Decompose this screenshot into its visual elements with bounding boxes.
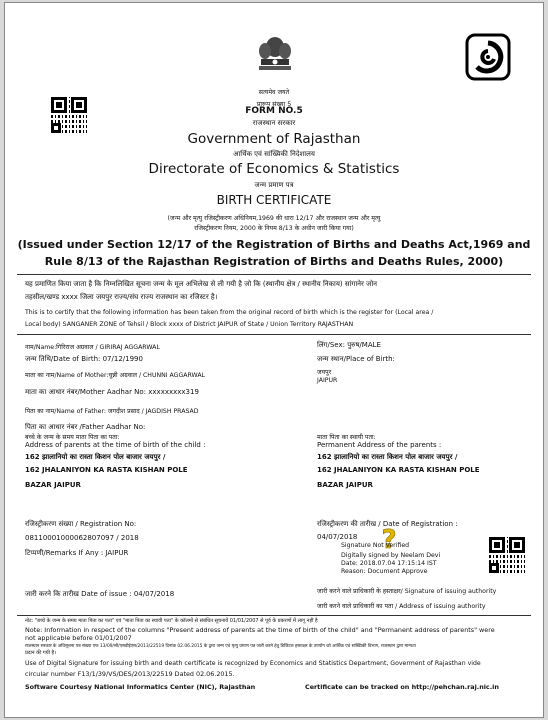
emblem-caption: सत्यमेव जयते	[258, 89, 290, 96]
divider	[17, 274, 531, 275]
act-english-line-1: (Issued under Section 12/17 of the Registration of Births and Deaths Act,1969 and	[17, 238, 531, 251]
note-english-line-2: not applicable before 01/01/2007	[25, 634, 132, 642]
registration-number: 08110001000062807097 / 2018	[25, 534, 139, 542]
act-english-line-2: Rule 8/13 of the Rajasthan Registration of Births and Deaths Rules, 2000)	[44, 255, 504, 268]
note-hindi-line-2: राजस्थान सरकार के अधिसूचना पत्र संख्या एफ 13/09/सी/एसडीईएस/2013/22519 दिनांक 02.06.2015 के द्वारा जन्म एवं मृत्यु प्रमाण पत्र जारी करने हेतु डिजिटल हस्ताक्षर के उपयोग को आर्थिक एवं सांख्यिकी विभाग, राजस्थान द्वारा मान्यता	[25, 644, 416, 649]
issuing-authority-signature-label: जारी करने वाले प्राधिकारी के हस्ताक्षर/ Signature of issuing authority	[317, 588, 497, 595]
note-hindi-line-3: प्रदान की गयी है।	[25, 650, 57, 656]
permanent-address-line-2: 162 JHALANIYON KA RASTA KISHAN POLE	[317, 466, 480, 474]
child-name: नाम/Name:गिरिराज अग्रवाल / GIRIRAJ AGGARWAL	[25, 344, 160, 351]
digital-signature-note-line-2: circular number F13/1/39/VS/DES/2013/22519 Dated 02.06.2015.	[25, 670, 235, 678]
address-at-birth-line-3: BAZAR JAIPUR	[25, 481, 81, 489]
signature-signer: Digitally signed by Neelam Devi	[341, 552, 441, 559]
father-name: पिता का नाम/Name of Father: जगदीश प्रसाद / JAGDISH PRASAD	[25, 408, 199, 415]
registration-number-label: रजिस्ट्रीकरण संख्या / Registration No:	[25, 520, 137, 528]
directorate-title: Directorate of Economics & Statistics	[148, 161, 400, 177]
address-at-birth-label-hindi: बच्चे के जन्म के समय माता पिता का पता:	[25, 434, 120, 441]
birth-certificate	[4, 2, 544, 718]
divider	[17, 615, 531, 616]
address-at-birth-label: Address of parents at the time of birth of the child :	[25, 441, 206, 449]
divider	[17, 334, 531, 335]
note-hindi-line-1: नोट: "बच्चे के जन्म के समय माता पिता का पता" एवं "माता पिता का स्थायी पता" के कॉलमों से संबंधित सूचनायें 01/01/2007 से पूर्व के प्रकरणों में लागू नहीं है	[25, 618, 318, 624]
remarks: टिप्पणी/Remarks If Any : JAIPUR	[25, 549, 129, 557]
issue-date: जारी करने कि तारीख Date of issue : 04/07/2018	[25, 590, 175, 598]
mother-aadhar: माता का आधार नंबर/Mother Aadhar No: xxxxxxxxx319	[25, 388, 199, 396]
government-title: Government of Rajasthan	[187, 131, 361, 147]
place-of-birth-label: जन्म स्थान/Place of Birth:	[317, 355, 395, 363]
signature-date: Date: 2018.07.04 17:15:14 IST	[341, 560, 437, 567]
registration-date: 04/07/2018	[317, 533, 358, 541]
registration-date-label: रजिस्ट्रीकरण की तारीख / Date of Registration :	[317, 520, 458, 528]
certify-english-line-1: This is to certify that the following information has been taken from the original record of birth which is the register for (Local area /	[25, 309, 434, 316]
digital-signature-note-line-1: Use of Digital Signature for issuing birth and death certificate is recognized by Economics and Statistics Department, Goverment of Rajasthan vide	[25, 660, 481, 667]
pehchan-logo-icon	[465, 33, 511, 81]
tracking-note: Certificate can be tracked on http://pehchan.raj.nic.in	[305, 683, 499, 691]
issuing-authority-address-label: जारी करने वाले प्राधिकारी का पता / Address of issuing authority	[317, 603, 486, 610]
address-at-birth-line-2: 162 JHALANIYON KA RASTA KISHAN POLE	[25, 466, 188, 474]
directorate-hindi: आर्थिक एवं सांख्यिकी निदेशालय	[233, 150, 315, 158]
emblem-icon	[253, 33, 297, 87]
svg-text:?: ?	[381, 525, 397, 554]
form-number-hindi: प्रारूप संख्या 5	[256, 101, 292, 108]
act-hindi-line-2: रजिस्ट्रीकरण नियम, 2000 के नियम 8/13 के अधीन जारी किया गया)	[194, 225, 354, 232]
date-of-birth: जन्म तिथि/Date of Birth: 07/12/1990	[25, 355, 143, 363]
signature-status: Signature Not Verified	[341, 542, 410, 549]
qr-code-bottom	[489, 537, 525, 573]
note-english-line-1: Note: Information in respect of the columns "Present address of parents at the time of birth of the child" and "Permanent address of parents" were	[25, 626, 495, 634]
software-courtesy: Software Courtesy National Informatics Center (NIC), Rajasthan	[25, 683, 256, 691]
form-number: FORM NO.5	[245, 106, 303, 116]
certificate-title: BIRTH CERTIFICATE	[216, 193, 332, 207]
government-hindi: राजस्थान सरकार	[252, 119, 296, 127]
permanent-address-line-3: BAZAR JAIPUR	[317, 481, 373, 489]
permanent-address-line-1: 162 झालानियो का रास्ता किशन पोल बाजार जयपुर /	[317, 453, 458, 461]
certify-hindi-line-2: तहसील/खण्ड xxxx जिला जयपुर राज्य/संघ राज्य राजस्थान का रजिस्टर है।	[25, 293, 218, 301]
place-of-birth-hindi: जयपुर	[317, 369, 332, 376]
address-at-birth-line-1: 162 झालानियो का रास्ता किशन पोल बाजार जयपुर /	[25, 453, 166, 461]
signature-reason: Reason: Document Approve	[341, 568, 428, 575]
permanent-address-label: Permanent Address of the parents :	[317, 441, 442, 449]
certificate-title-hindi: जन्म प्रमाण पत्र	[254, 181, 294, 189]
act-hindi-line-1: (जन्म और मृत्यु रजिस्ट्रीकरण अधिनियम,1969 की धारा 12/17 और राजस्थान जन्म और मृत्यु	[167, 215, 381, 222]
certify-hindi-line-1: यह प्रमाणित किया जाता है कि निम्नलिखित सूचना जन्म के मूल अभिलेख से ली गयी है जो कि (स्थानीय क्षेत्र / स्थानीय निकाय) सांगानेर जोन	[25, 280, 378, 288]
father-aadhar: पिता का आधार नंबर /Father Aadhar No:	[25, 423, 146, 431]
certify-english-line-2: Local body) SANGANER ZONE of Tehsil / Block xxxx of District JAIPUR of State / Union Territory RAJASTHAN	[25, 321, 354, 328]
permanent-address-label-hindi: माता पिता का स्थायी पता:	[317, 434, 376, 441]
mother-name: माता का नाम/Name of Mother:चुन्नी अग्रवाल / CHUNNI AGGARWAL	[25, 372, 205, 379]
signature-unverified-icon	[376, 524, 402, 554]
sex: लिंग/Sex: पुरुष/MALE	[317, 341, 381, 349]
place-of-birth: JAIPUR	[317, 377, 338, 384]
